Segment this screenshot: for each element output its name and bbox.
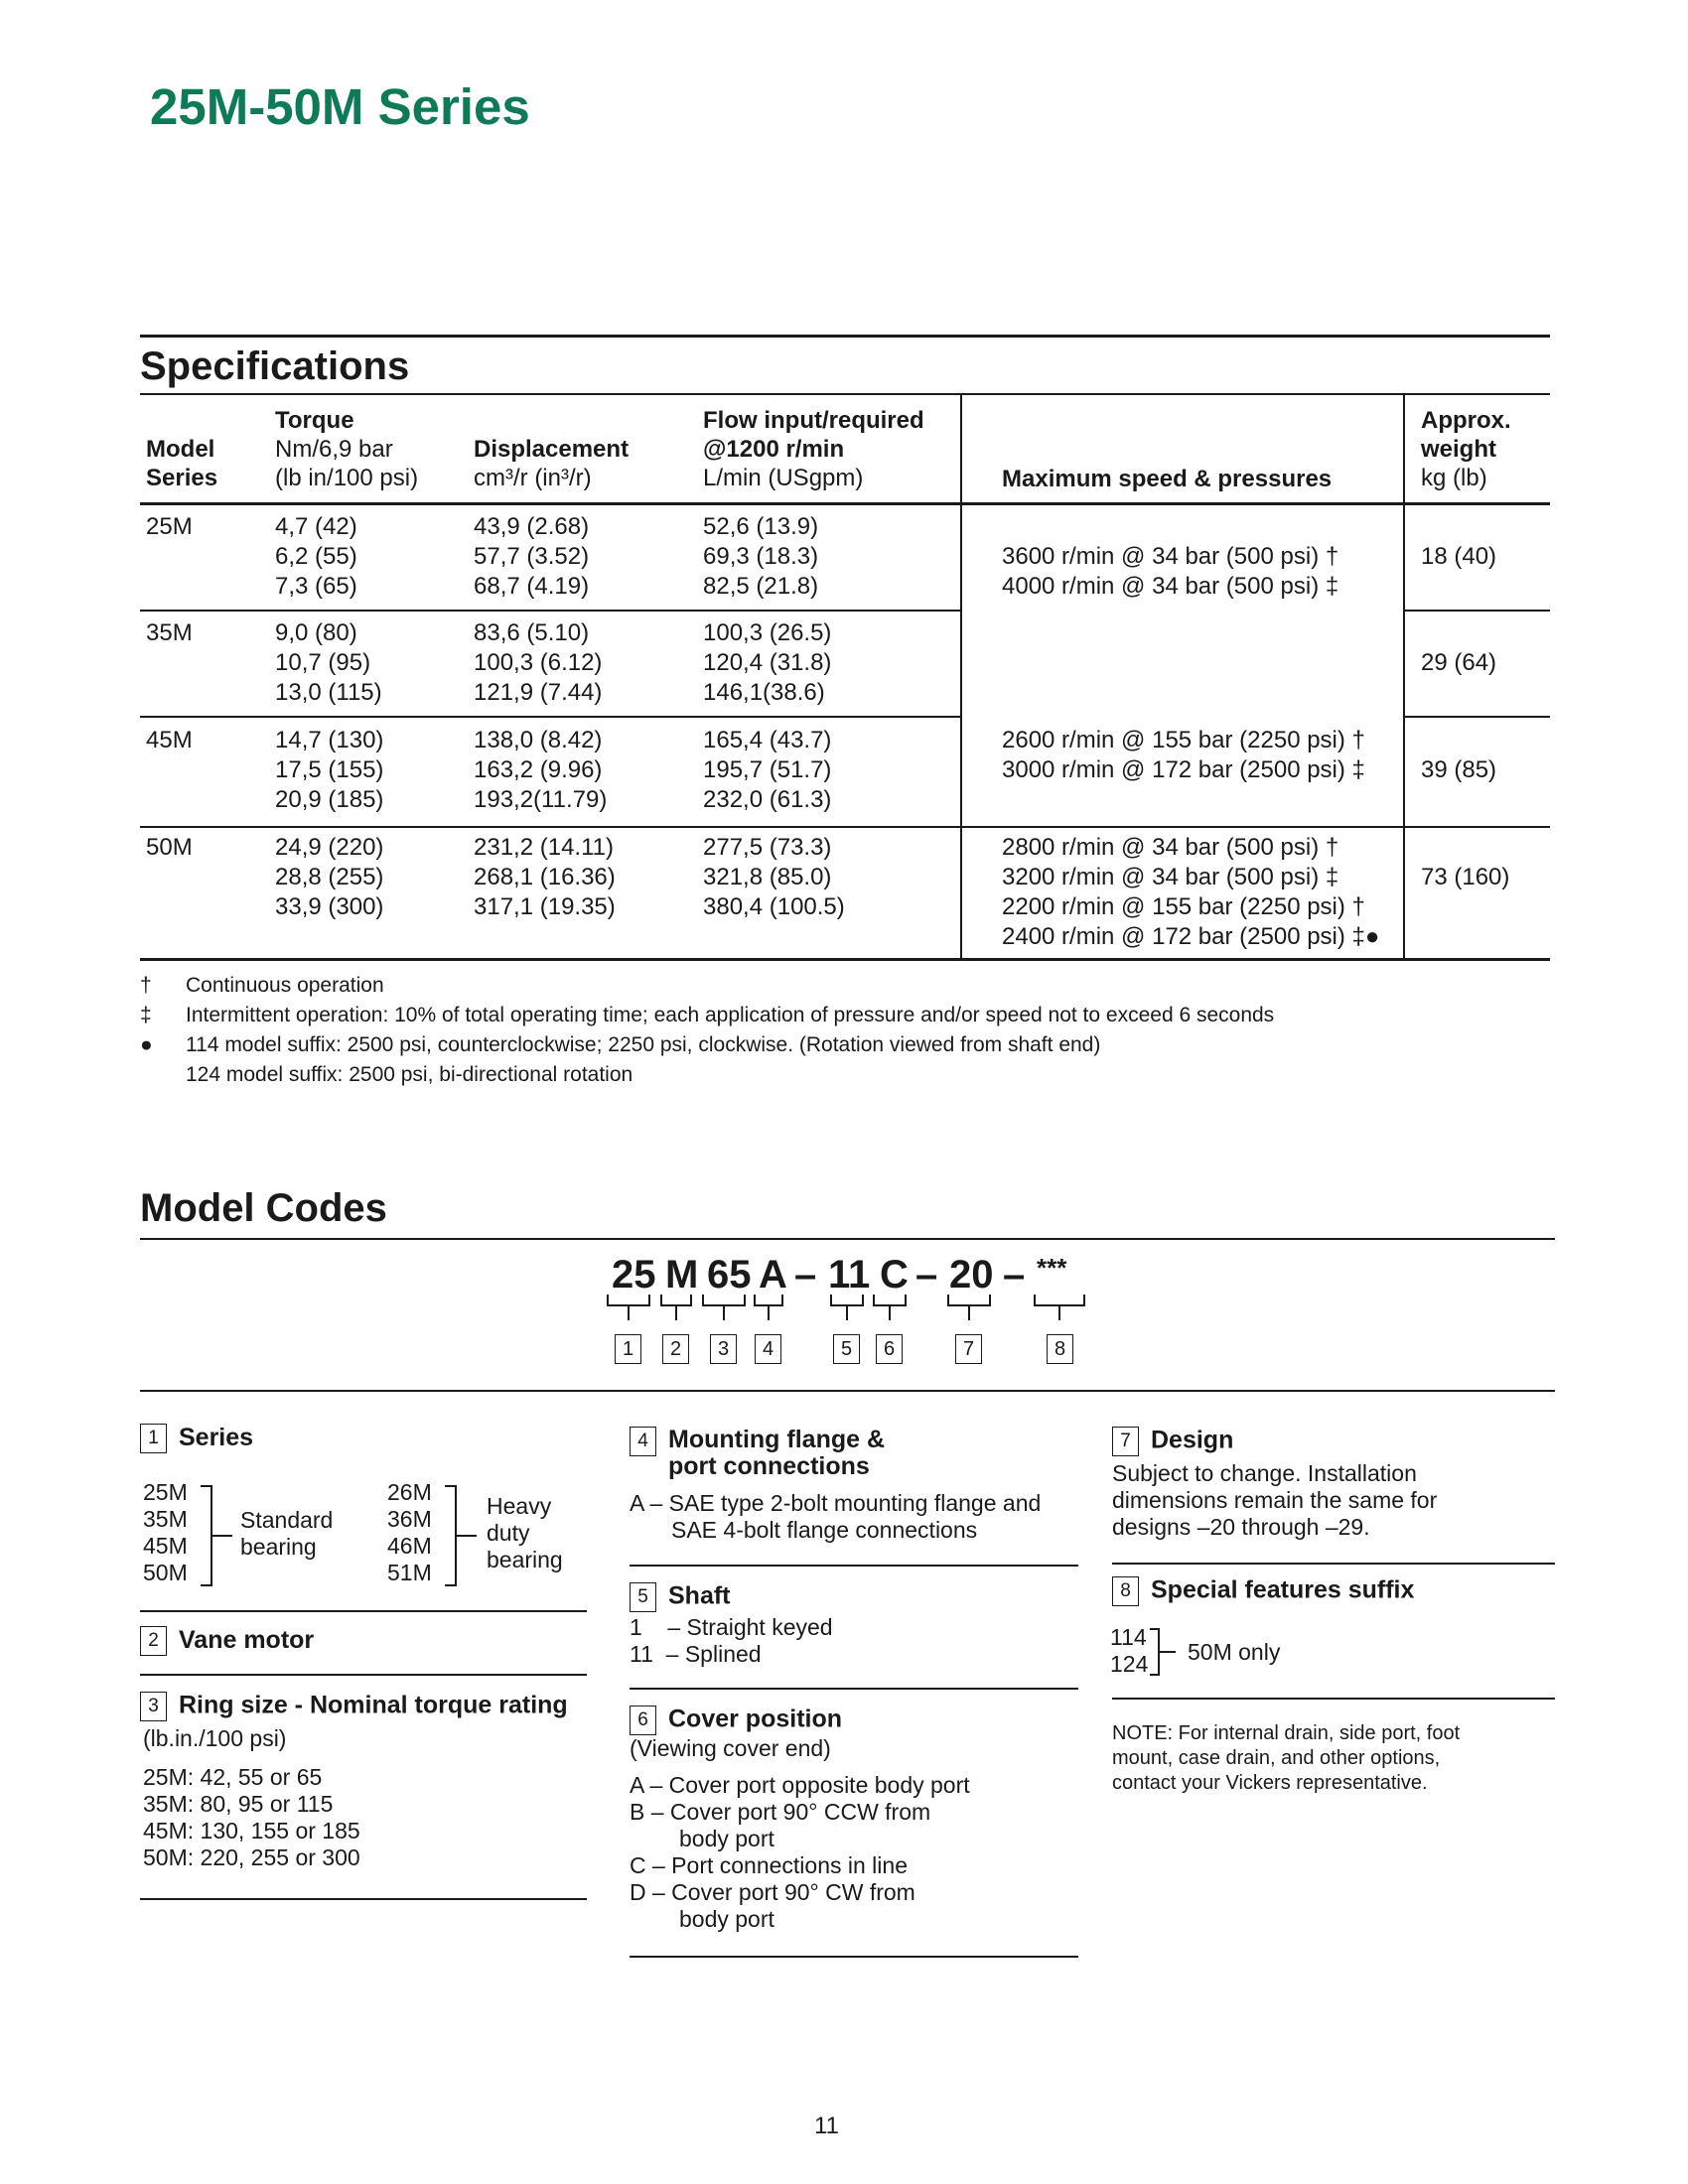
code-part-c: C <box>880 1253 909 1297</box>
row-50m-displacement: 231,2 (14.11) 268,1 (16.36) 317,1 (19.35) <box>474 834 616 920</box>
code-part-65: 65 <box>707 1253 752 1297</box>
ring-rule <box>140 1898 587 1900</box>
row-45m-rule <box>140 826 1550 828</box>
page-title: 25M-50M Series <box>150 78 530 135</box>
ring-subtitle: (lb.in./100 psi) <box>143 1725 287 1751</box>
ring-title: Ring size - Nominal torque rating <box>179 1691 568 1719</box>
mounting-title-1: Mounting flange & <box>668 1426 886 1453</box>
model-codes-heading: Model Codes <box>140 1186 387 1230</box>
row-25m-rule <box>140 610 960 612</box>
code-bracket-5 <box>830 1295 864 1306</box>
header-maxspeed: Maximum speed & pressures <box>1002 466 1333 492</box>
design-section <box>1112 1427 1437 1541</box>
header-bottom-rule <box>140 502 1550 505</box>
row-25m-displacement: 43,9 (2.68) 57,7 (3.52) 68,7 (4.19) <box>474 513 590 600</box>
series-standard-label: Standard bearing <box>240 1507 334 1560</box>
special-codes: 114 124 <box>1110 1624 1149 1677</box>
cover-subtitle: (Viewing cover end) <box>630 1735 831 1761</box>
header-flow: Flow input/required @1200 r/min L/min (USgpm) <box>703 407 924 491</box>
code-bracket-8 <box>1034 1295 1085 1306</box>
cover-line-d-cont: body port <box>679 1906 774 1932</box>
row-45m-flow: 165,4 (43.7) 195,7 (51.7) 232,0 (61.3) <box>703 727 832 813</box>
row-45m-weight: 39 (85) <box>1421 756 1497 783</box>
footnotes <box>140 971 1274 1090</box>
cover-line-b: B – Cover port 90° CCW from <box>630 1799 931 1825</box>
footnote-114: ● 114 model suffix: 2500 psi, counterclockwise; 2250 psi, clockwise. (Rotation viewed from shaft end) <box>140 1033 1101 1056</box>
cover-line-a: A – Cover port opposite body port <box>630 1772 970 1798</box>
code-bracket-2 <box>660 1295 692 1306</box>
vane-number: 2 <box>140 1626 167 1656</box>
shaft-number: 5 <box>630 1582 656 1612</box>
ring-section <box>140 1692 597 1871</box>
cover-section <box>630 1706 970 1933</box>
weight-left-border <box>1403 395 1405 960</box>
code-number-8: 8 <box>1047 1334 1073 1364</box>
maxspeed-left-border <box>960 395 962 960</box>
design-title: Design <box>1151 1426 1234 1454</box>
spec-top-rule <box>140 335 1550 338</box>
code-stem-3 <box>723 1306 725 1320</box>
mounting-number: 4 <box>630 1427 656 1456</box>
row-25m-model: 25M <box>146 513 193 540</box>
code-number-2: 2 <box>662 1334 689 1364</box>
speeds-group-b: 2600 r/min @ 155 bar (2250 psi) † 3000 r/min @ 172 bar (2500 psi) ‡ <box>1002 727 1365 783</box>
header-torque: Torque Nm/6,9 bar (lb in/100 psi) <box>275 407 419 491</box>
ring-line-35m: 35M: 80, 95 or 115 <box>143 1791 334 1817</box>
code-number-5: 5 <box>833 1334 860 1364</box>
table-bottom-rule <box>140 958 1550 961</box>
cover-rule <box>630 1956 1078 1958</box>
design-number: 7 <box>1112 1427 1139 1456</box>
code-dash-1: – <box>794 1253 817 1297</box>
special-bracket <box>1150 1628 1160 1676</box>
code-stem-8 <box>1058 1306 1060 1320</box>
row-45m-model: 45M <box>146 727 193 753</box>
row-45m-torque: 14,7 (130) 17,5 (155) 20,9 (185) <box>275 727 384 813</box>
cover-line-c: C – Port connections in line <box>630 1852 908 1878</box>
footnote-continuous: † Continuous operation <box>140 974 384 997</box>
ring-number: 3 <box>140 1692 167 1721</box>
code-stem-1 <box>628 1306 630 1320</box>
code-number-7: 7 <box>955 1334 982 1364</box>
row-50m-model: 50M <box>146 834 193 861</box>
code-dash-2: – <box>915 1253 938 1297</box>
specifications-heading: Specifications <box>140 344 410 388</box>
cover-number: 6 <box>630 1706 656 1735</box>
vane-title: Vane motor <box>179 1626 315 1654</box>
mounting-line-a: A – SAE type 2-bolt mounting flange and <box>630 1490 1042 1516</box>
row-35m-torque: 9,0 (80) 10,7 (95) 13,0 (115) <box>275 619 382 706</box>
code-bracket-3 <box>702 1295 746 1306</box>
cover-line-d: D – Cover port 90° CW from <box>630 1879 915 1905</box>
code-dash-3: – <box>1003 1253 1026 1297</box>
header-model: Model Series <box>146 436 218 491</box>
code-part-11: 11 <box>828 1253 871 1297</box>
header-weight: Approx. weight kg (lb) <box>1421 407 1511 491</box>
code-part-20: 20 <box>949 1253 994 1297</box>
row-35m-weight-rule <box>1403 716 1550 718</box>
ring-line-25m: 25M: 42, 55 or 65 <box>143 1764 323 1790</box>
shaft-line-11: 11 – Splined <box>630 1641 762 1667</box>
code-part-m: M <box>665 1253 699 1297</box>
code-number-4: 4 <box>755 1334 781 1364</box>
special-title: Special features suffix <box>1151 1575 1415 1604</box>
code-part-a: A <box>759 1253 787 1297</box>
series-rule <box>140 1610 587 1612</box>
code-bracket-6 <box>873 1295 907 1306</box>
special-bracket-tick <box>1160 1651 1176 1653</box>
row-35m-model: 35M <box>146 619 193 646</box>
design-line-2: dimensions remain the same for <box>1112 1487 1438 1513</box>
code-stem-7 <box>968 1306 970 1320</box>
code-bracket-4 <box>754 1295 783 1306</box>
row-35m-weight: 29 (64) <box>1421 649 1497 676</box>
series-standard-bracket <box>201 1485 212 1586</box>
design-line-3: designs –20 through –29. <box>1112 1514 1370 1540</box>
specifications-table <box>140 395 1550 961</box>
special-section <box>1112 1576 1414 1606</box>
shaft-line-1: 1 – Straight keyed <box>630 1614 833 1640</box>
special-label: 50M only <box>1188 1639 1281 1665</box>
series-heavy-bracket <box>445 1485 457 1586</box>
vane-rule <box>140 1674 587 1676</box>
series-heavy-list: 26M 36M 46M 51M <box>387 1479 432 1585</box>
series-heavy-label: Heavy duty bearing <box>487 1493 563 1572</box>
model-codes-mid-rule <box>140 1390 1555 1392</box>
options-note: NOTE: For internal drain, side port, foot mount, case drain, and other options, contact your Vickers representative. <box>1112 1722 1461 1794</box>
series-standard-list: 25M 35M 45M 50M <box>143 1479 188 1585</box>
code-number-3: 3 <box>710 1334 737 1364</box>
code-stem-4 <box>768 1306 770 1320</box>
row-25m-weight-rule <box>1403 610 1550 612</box>
code-number-6: 6 <box>876 1334 903 1364</box>
cover-line-b-cont: body port <box>679 1826 774 1851</box>
model-codes-top-rule <box>140 1238 1555 1240</box>
code-part-suffix: *** <box>1037 1253 1067 1283</box>
mounting-section <box>630 1427 1086 1544</box>
ring-line-45m: 45M: 130, 155 or 185 <box>143 1818 360 1843</box>
design-line-1: Subject to change. Installation <box>1112 1460 1417 1486</box>
vane-section <box>140 1626 314 1656</box>
mounting-line-a-cont: SAE 4-bolt flange connections <box>671 1517 978 1543</box>
shaft-rule <box>630 1688 1078 1690</box>
row-25m-weight: 18 (40) <box>1421 543 1497 570</box>
ring-line-50m: 50M: 220, 255 or 300 <box>143 1844 360 1870</box>
shaft-title: Shaft <box>668 1581 731 1610</box>
shaft-section <box>630 1582 833 1668</box>
row-25m-flow: 52,6 (13.9) 69,3 (18.3) 82,5 (21.8) <box>703 513 819 600</box>
series-standard-bracket-tick <box>212 1535 232 1537</box>
special-rule <box>1112 1698 1555 1700</box>
row-50m-torque: 24,9 (220) 28,8 (255) 33,9 (300) <box>275 834 384 920</box>
design-rule <box>1112 1563 1555 1565</box>
row-35m-displacement: 83,6 (5.10) 100,3 (6.12) 121,9 (7.44) <box>474 619 603 706</box>
mounting-title-2: port connections <box>668 1452 870 1480</box>
speeds-group-c: 2800 r/min @ 34 bar (500 psi) † 3200 r/min @ 34 bar (500 psi) ‡ 2200 r/min @ 155 bar (2250 psi) † 2400 r/min @ 172 bar (2500 psi) ‡● <box>1002 834 1380 950</box>
row-50m-flow: 277,5 (73.3) 321,8 (85.0) 380,4 (100.5) <box>703 834 845 920</box>
code-stem-2 <box>675 1306 677 1320</box>
code-bracket-1 <box>607 1295 650 1306</box>
special-number: 8 <box>1112 1576 1139 1606</box>
row-35m-flow: 100,3 (26.5) 120,4 (31.8) 146,1(38.6) <box>703 619 832 706</box>
series-number: 1 <box>140 1424 167 1453</box>
code-stem-6 <box>889 1306 891 1320</box>
row-50m-weight: 73 (160) <box>1421 864 1510 890</box>
mounting-rule <box>630 1565 1078 1567</box>
code-stem-5 <box>846 1306 848 1320</box>
code-bracket-7 <box>947 1295 991 1306</box>
row-45m-displacement: 138,0 (8.42) 163,2 (9.96) 193,2(11.79) <box>474 727 608 813</box>
code-number-1: 1 <box>615 1334 641 1364</box>
series-title: Series <box>179 1424 254 1451</box>
row-25m-torque: 4,7 (42) 6,2 (55) 7,3 (65) <box>275 513 357 600</box>
series-heavy-bracket-tick <box>457 1535 477 1537</box>
footnote-124: 124 model suffix: 2500 psi, bi-directional rotation <box>186 1063 633 1086</box>
header-displacement: Displacement cm³/r (in³/r) <box>474 436 630 491</box>
footnote-intermittent: ‡ Intermittent operation: 10% of total operating time; each application of pressure and/or speed not to exceed 6 seconds <box>140 1004 1275 1026</box>
code-part-25: 25 <box>612 1253 656 1297</box>
page-number: 11 <box>814 2113 839 2139</box>
cover-title: Cover position <box>668 1705 843 1733</box>
series-section <box>140 1424 587 1453</box>
row-35m-rule <box>140 716 960 718</box>
speeds-group-a: 3600 r/min @ 34 bar (500 psi) † 4000 r/min @ 34 bar (500 psi) ‡ <box>1002 543 1339 600</box>
